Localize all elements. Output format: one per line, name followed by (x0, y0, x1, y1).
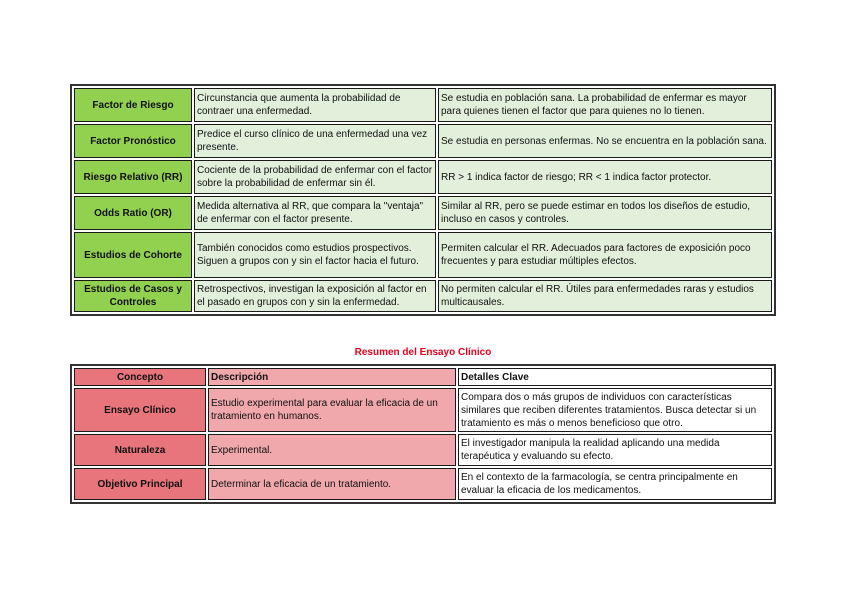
row-description: Determinar la eficacia de un tratamiento. (208, 468, 456, 500)
row-label: Ensayo Clínico (74, 388, 206, 432)
table-row (74, 280, 772, 312)
table-row (74, 124, 772, 158)
row-label: Factor de Riesgo (74, 88, 192, 122)
header-description: Descripción (208, 368, 456, 386)
row-detail: Permiten calcular el RR. Adecuados para factores de exposición poco frecuentes y para estudiar múltiples efectos. (438, 232, 772, 278)
row-detail: Se estudia en población sana. La probabilidad de enfermar es mayor para quienes tienen el factor que para quienes no lo tienen. (438, 88, 772, 122)
row-detail: En el contexto de la farmacología, se centra principalmente en evaluar la eficacia de los medicamentos. (458, 468, 772, 500)
row-label: Factor Pronóstico (74, 124, 192, 158)
row-detail: RR > 1 indica factor de riesgo; RR < 1 indica factor protector. (438, 160, 772, 194)
table-row (74, 160, 772, 194)
header-details: Detalles Clave (458, 368, 772, 386)
row-label: Objetivo Principal (74, 468, 206, 500)
row-description: También conocidos como estudios prospectivos. Siguen a grupos con y sin el factor hacia el futuro. (194, 232, 436, 278)
row-label: Riesgo Relativo (RR) (74, 160, 192, 194)
table-row (74, 388, 772, 432)
table-row (74, 468, 772, 500)
header-concept: Concepto (74, 368, 206, 386)
row-label: Naturaleza (74, 434, 206, 466)
row-detail: El investigador manipula la realidad aplicando una medida terapéutica y evaluando su efecto. (458, 434, 772, 466)
clinical-trial-summary-table (70, 364, 776, 504)
row-detail: Se estudia en personas enfermas. No se encuentra en la población sana. (438, 124, 772, 158)
table-row (74, 196, 772, 230)
risk-factors-table (70, 84, 776, 316)
table-row (74, 232, 772, 278)
row-description: Cociente de la probabilidad de enfermar con el factor sobre la probabilidad de enfermar sin él. (194, 160, 436, 194)
table-title: Resumen del Ensayo Clínico (354, 347, 492, 358)
row-label: Estudios de Casos y Controles (74, 280, 192, 312)
table-row (74, 434, 772, 466)
row-label: Odds Ratio (OR) (74, 196, 192, 230)
row-description: Experimental. (208, 434, 456, 466)
row-description: Circunstancia que aumenta la probabilidad de contraer una enfermedad. (194, 88, 436, 122)
row-detail: Compara dos o más grupos de individuos con características similares que reciben diferentes tratamientos. Busca detectar si un tratamiento es más o menos beneficioso que otro. (458, 388, 772, 432)
table-header-row (74, 368, 772, 386)
row-description: Medida alternativa al RR, que compara la "ventaja" de enfermar con el factor presente. (194, 196, 436, 230)
row-description: Retrospectivos, investigan la exposición al factor en el pasado en grupos con y sin la enfermedad. (194, 280, 436, 312)
row-detail: No permiten calcular el RR. Útiles para enfermedades raras y estudios multicausales. (438, 280, 772, 312)
row-description: Estudio experimental para evaluar la eficacia de un tratamiento en humanos. (208, 388, 456, 432)
table-row (74, 88, 772, 122)
row-detail: Similar al RR, pero se puede estimar en todos los diseños de estudio, incluso en casos y controles. (438, 196, 772, 230)
row-label: Estudios de Cohorte (74, 232, 192, 278)
row-description: Predice el curso clínico de una enfermedad una vez presente. (194, 124, 436, 158)
